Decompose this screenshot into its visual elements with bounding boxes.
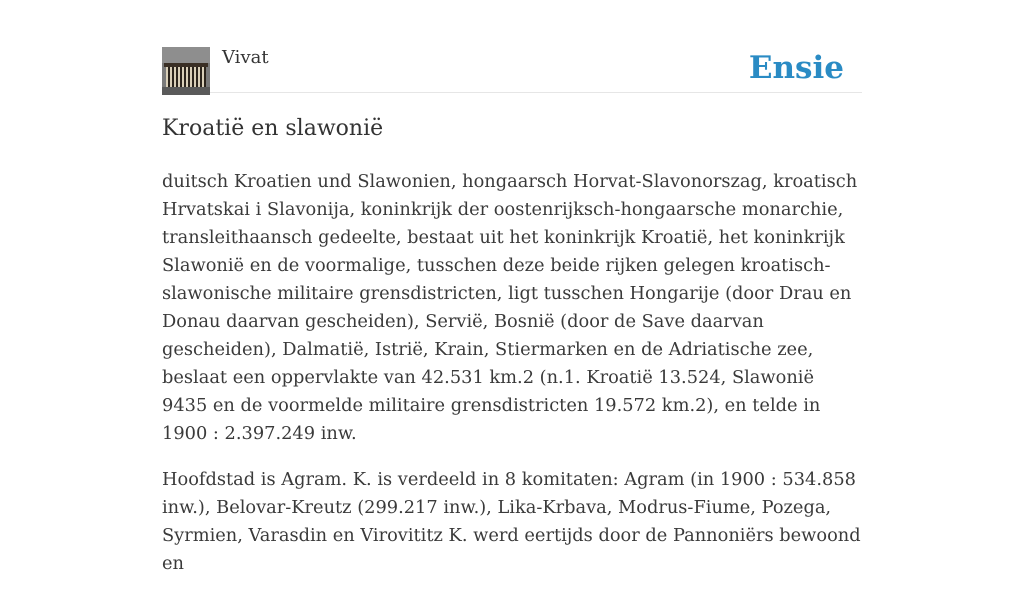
article-paragraph: duitsch Kroatien und Slawonien, hongaarsch Horvat-Slavonorszag, kroatisch Hrvatskai i Slavonija, koninkrijk der oostenrijksch-hongaarsche monarchie, transleithaansch gedeelte, bestaat uit het koninkrijk Kroatië, het koninkrijk Slawonië en de voormalige, tusschen deze beide rijken gelegen kroatisch-slawonische militaire grensdistricten, ligt tusschen Hongarije (door Drau en Donau daarvan gescheiden), Servië, Bosnië (door de Save daarvan gescheiden), Dalmatië, Istrië, Krain, Stiermarken en de Adriatische zee, beslaat een oppervlakte van 42.531 km.2 (n.1. Kroatië 13.524, Slawonië 9435 en de voormelde militaire grensdistricten 19.572 km.2), en telde in 1900 : 2.397.249 inw. — [162, 171, 858, 444]
author-avatar[interactable] — [162, 47, 210, 95]
author-name[interactable]: Vivat — [222, 47, 269, 68]
avatar-image-icon — [162, 47, 210, 95]
brand-logo[interactable]: Ensie — [748, 50, 844, 86]
article-title: Kroatië en slawonië — [162, 116, 384, 141]
article-body — [162, 168, 862, 596]
site-header — [162, 46, 862, 93]
article-paragraph: Hoofdstad is Agram. K. is verdeeld in 8 komitaten: Agram (in 1900 : 534.858 inw.), Belovar-Kreutz (299.217 inw.), Lika-Krbava, Modrus-Fiume, Pozega, Syrmien, Varasdin en Virovititz K. werd eertijds door de Pannoniërs bewoond en — [162, 469, 861, 574]
